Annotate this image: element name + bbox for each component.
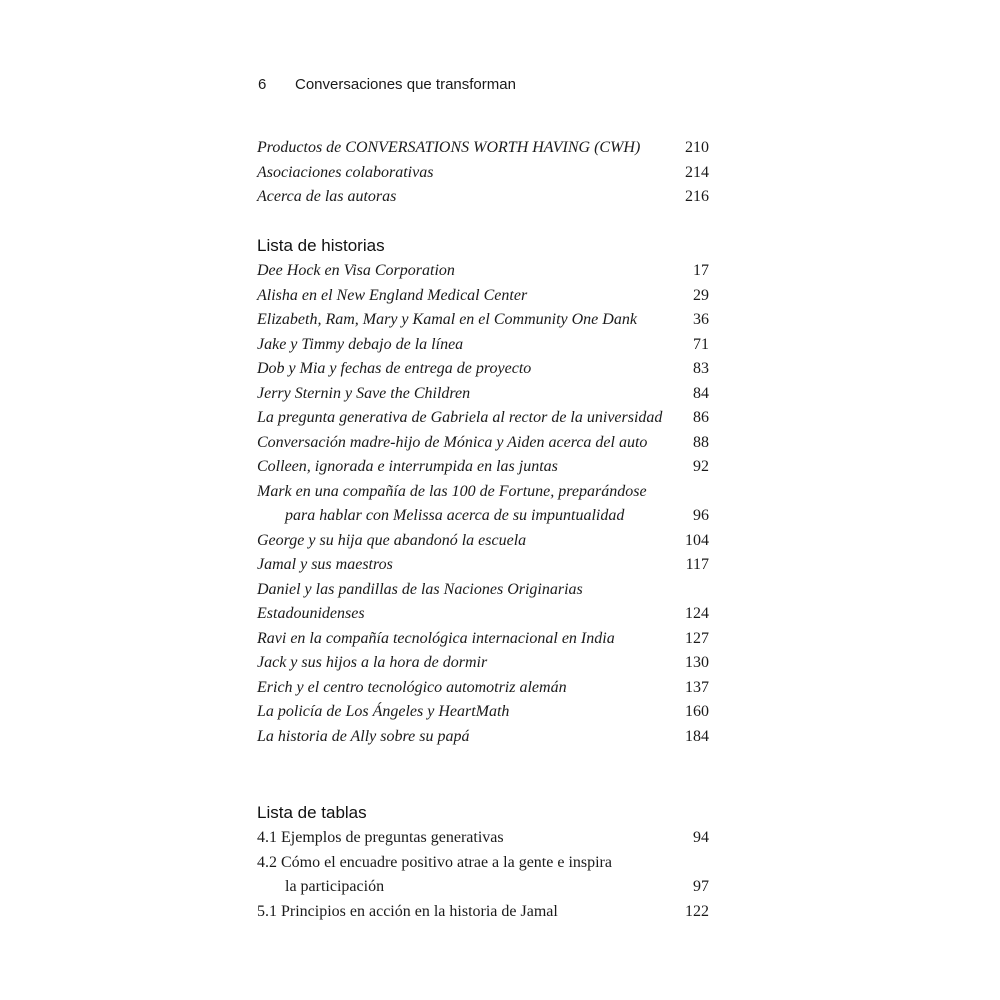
story-entry xyxy=(257,578,709,603)
story-title: La policía de Los Ángeles y HeartMath xyxy=(257,703,510,720)
story-title: Dee Hock en Visa Corporation xyxy=(257,262,455,279)
table-page: 97 xyxy=(693,878,709,895)
story-title: La historia de Ally sobre su papá xyxy=(257,727,470,745)
table-title: 4.2 Cómo el encuadre positivo atrae a la gente e inspira xyxy=(257,853,612,871)
toc-entry-page: 214 xyxy=(685,163,709,181)
story-page: 130 xyxy=(685,654,709,671)
toc-entry-page: 210 xyxy=(685,139,709,156)
story-entry xyxy=(257,725,709,750)
story-title: Colleen, ignorada e interrumpida en las juntas xyxy=(257,458,558,475)
story-page: 96 xyxy=(693,507,709,524)
story-entry xyxy=(257,406,709,431)
story-page: 124 xyxy=(685,605,709,622)
toc-entry-title: Productos de CONVERSATIONS WORTH HAVING (CWH) xyxy=(257,139,641,156)
table-title: la participación xyxy=(285,878,385,895)
story-title: Jack y sus hijos a la hora de dormir xyxy=(257,654,488,671)
story-entry xyxy=(257,357,709,382)
table-entry-continued xyxy=(257,875,709,900)
table-page: 94 xyxy=(693,829,709,846)
story-page: 127 xyxy=(685,629,709,647)
table-title: 4.1 Ejemplos de preguntas generativas xyxy=(257,829,504,846)
story-title: Dob y Mia y fechas de entrega de proyecto xyxy=(257,360,532,377)
story-title: Estadounidenses xyxy=(257,605,365,622)
story-title: Elizabeth, Ram, Mary y Kamal en el Community One Dank xyxy=(257,311,637,328)
story-title: Jerry Sternin y Save the Children xyxy=(257,384,471,402)
story-page: 88 xyxy=(693,433,709,451)
story-title: Alisha en el New England Medical Center xyxy=(257,286,528,304)
page-number: 6 xyxy=(258,76,267,93)
tables-heading: Lista de tablas xyxy=(257,803,367,822)
story-title: Ravi en la compañía tecnológica internacional en India xyxy=(257,629,615,647)
story-entry xyxy=(257,308,709,333)
story-entry xyxy=(257,333,709,358)
story-title: Conversación madre-hijo de Mónica y Aiden acerca del auto xyxy=(257,433,648,451)
stories-heading: Lista de historias xyxy=(257,236,385,255)
story-title: Erich y el centro tecnológico automotriz alemán xyxy=(257,678,567,696)
story-page: 83 xyxy=(693,360,709,377)
table-entry xyxy=(257,900,709,925)
toc-entry xyxy=(257,161,709,186)
story-page: 86 xyxy=(693,409,709,426)
toc-entry xyxy=(257,136,709,161)
story-entry xyxy=(257,553,709,578)
toc-entry-title: Acerca de las autoras xyxy=(257,188,397,205)
story-entry xyxy=(257,382,709,407)
running-head xyxy=(258,76,516,93)
story-title: para hablar con Melissa acerca de su impuntualidad xyxy=(285,507,625,524)
toc-entry-page: 216 xyxy=(685,188,709,205)
story-entry xyxy=(257,700,709,725)
story-page: 84 xyxy=(693,384,709,402)
table-title: 5.1 Principios en acción en la historia de Jamal xyxy=(257,902,558,920)
story-entry-continued xyxy=(257,504,709,529)
story-entry xyxy=(257,455,709,480)
story-title: Jake y Timmy debajo de la línea xyxy=(257,335,464,353)
stories-list xyxy=(257,233,709,749)
front-matter-list xyxy=(257,136,709,210)
story-entry xyxy=(257,259,709,284)
story-entry-continued xyxy=(257,602,709,627)
story-page: 184 xyxy=(685,727,709,745)
book-title: Conversaciones que transforman xyxy=(295,76,516,93)
table-entry xyxy=(257,851,709,876)
toc-entry-title: Asociaciones colaborativas xyxy=(257,163,434,181)
story-title: La pregunta generativa de Gabriela al rector de la universidad xyxy=(257,409,663,426)
story-page: 137 xyxy=(685,678,709,696)
story-entry xyxy=(257,284,709,309)
story-page: 104 xyxy=(685,531,709,549)
story-page: 29 xyxy=(693,286,709,304)
story-entry xyxy=(257,431,709,456)
story-page: 36 xyxy=(693,311,709,328)
toc-entry xyxy=(257,185,709,210)
story-entry xyxy=(257,676,709,701)
table-entry xyxy=(257,826,709,851)
story-page: 92 xyxy=(693,458,709,475)
story-entry xyxy=(257,627,709,652)
story-page: 160 xyxy=(685,703,709,720)
story-entry xyxy=(257,480,709,505)
story-page: 117 xyxy=(685,556,709,573)
story-title: George y su hija que abandonó la escuela xyxy=(257,531,527,549)
story-title: Daniel y las pandillas de las Naciones Originarias xyxy=(257,580,583,598)
table-page: 122 xyxy=(685,902,709,920)
story-title: Mark en una compañía de las 100 de Fortune, preparándose xyxy=(257,482,647,500)
story-title: Jamal y sus maestros xyxy=(257,556,393,573)
story-page: 71 xyxy=(693,335,709,353)
story-entry xyxy=(257,529,709,554)
story-page: 17 xyxy=(693,262,709,279)
tables-list xyxy=(257,800,709,924)
story-entry xyxy=(257,651,709,676)
